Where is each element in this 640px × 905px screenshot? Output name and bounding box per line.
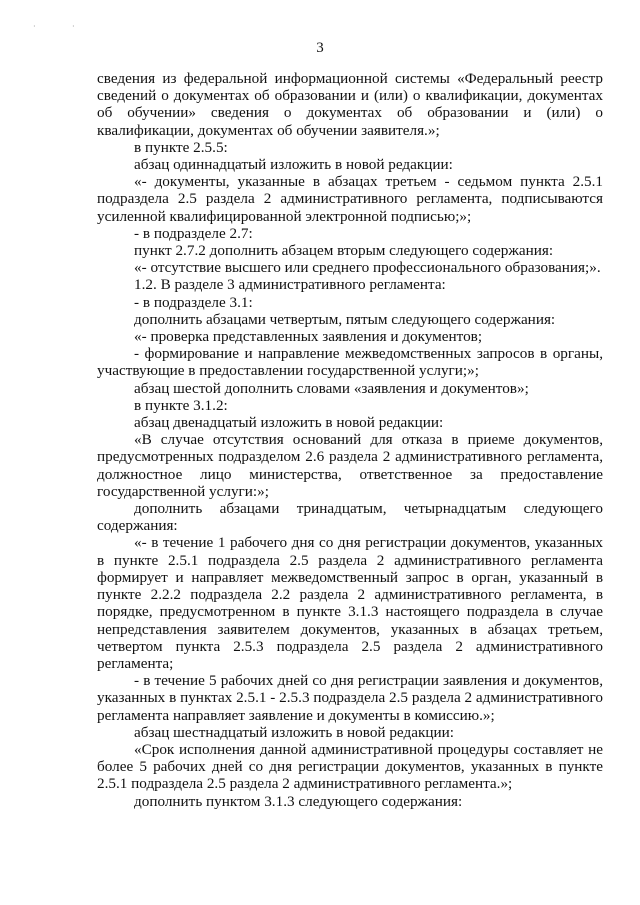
paragraph: - формирование и направление межведомственных запросов в органы, участвующие в предоставлении государственной услуги;»; xyxy=(97,345,603,380)
paragraph: «- отсутствие высшего или среднего профессионального образования;». xyxy=(134,259,601,277)
paragraph: абзац одиннадцатый изложить в новой редакции: xyxy=(134,156,453,174)
paragraph: «- в течение 1 рабочего дня со дня регистрации документов, указанных в пункте 2.5.1 подраздела 2.5 раздела 2 административного регламента формирует и направляет межведомственный запрос в орган, указанный в пункте 2.2.2 подраздела 2.2 раздела 2 административного регламента, в порядке, предусмотренном в пункте 3.1.3 настоящего подраздела в случае непредставления заявителем документов, указанных в абзацах третьем, четвертом пункта 2.5.3 подраздела 2.5 раздела 2 административного регламента; xyxy=(97,534,603,672)
paragraph: абзац шестой дополнить словами «заявления и документов»; xyxy=(134,379,529,397)
paragraph: 1.2. В разделе 3 административного регламента: xyxy=(134,276,446,294)
scan-artifact: · xyxy=(33,22,36,31)
paragraph: в пункте 2.5.5: xyxy=(134,138,228,156)
paragraph: - в подразделе 3.1: xyxy=(134,293,253,311)
paragraph: «Срок исполнения данной административной процедуры составляет не более 5 рабочих дней со дня регистрации документов, указанных в пункте 2.5.1 подраздела 2.5 раздела 2 административного регламента.»; xyxy=(97,740,603,793)
paragraph: дополнить пунктом 3.1.3 следующего содержания: xyxy=(134,792,463,810)
document-body xyxy=(97,70,603,810)
paragraph: абзац двенадцатый изложить в новой редакции: xyxy=(134,414,444,432)
scan-artifact: · xyxy=(72,22,75,31)
paragraph: в пункте 3.1.2: xyxy=(134,396,228,414)
paragraph: - в течение 5 рабочих дней со дня регистрации заявления и документов, указанных в пунктах 2.5.1 - 2.5.3 подраздела 2.5 раздела 2 административного регламента направляет заявление и документы в комиссию.»; xyxy=(97,672,603,724)
paragraph: дополнить абзацами четвертым, пятым следующего содержания: xyxy=(134,310,556,328)
paragraph: «- проверка представленных заявления и документов; xyxy=(134,328,483,346)
paragraph: «- документы, указанные в абзацах третьем - седьмом пункта 2.5.1 подраздела 2.5 раздела 2 административного регламента, подписываются усиленной квалифицированной электронной подписью;»; xyxy=(97,173,603,225)
paragraph: сведения из федеральной информационной системы «Федеральный реестр сведений о документах об образовании и (или) о квалификации, документах об обучении» сведения о документах об образовании и (или) о квалификации, документах об обучении заявителя.»; xyxy=(97,70,603,139)
paragraph: абзац шестнадцатый изложить в новой редакции: xyxy=(134,723,454,741)
paragraph: пункт 2.7.2 дополнить абзацем вторым следующего содержания: xyxy=(134,242,554,260)
page-number: 3 xyxy=(316,40,324,56)
paragraph: дополнить абзацами тринадцатым, четырнадцатым следующего содержания: xyxy=(97,500,603,535)
paragraph: «В случае отсутствия оснований для отказа в приеме документов, предусмотренных подразделом 2.6 раздела 2 административного регламента, должностное лицо министерства, ответственное за предоставление государственной услуги:»; xyxy=(97,431,603,500)
paragraph: - в подразделе 2.7: xyxy=(134,224,253,242)
